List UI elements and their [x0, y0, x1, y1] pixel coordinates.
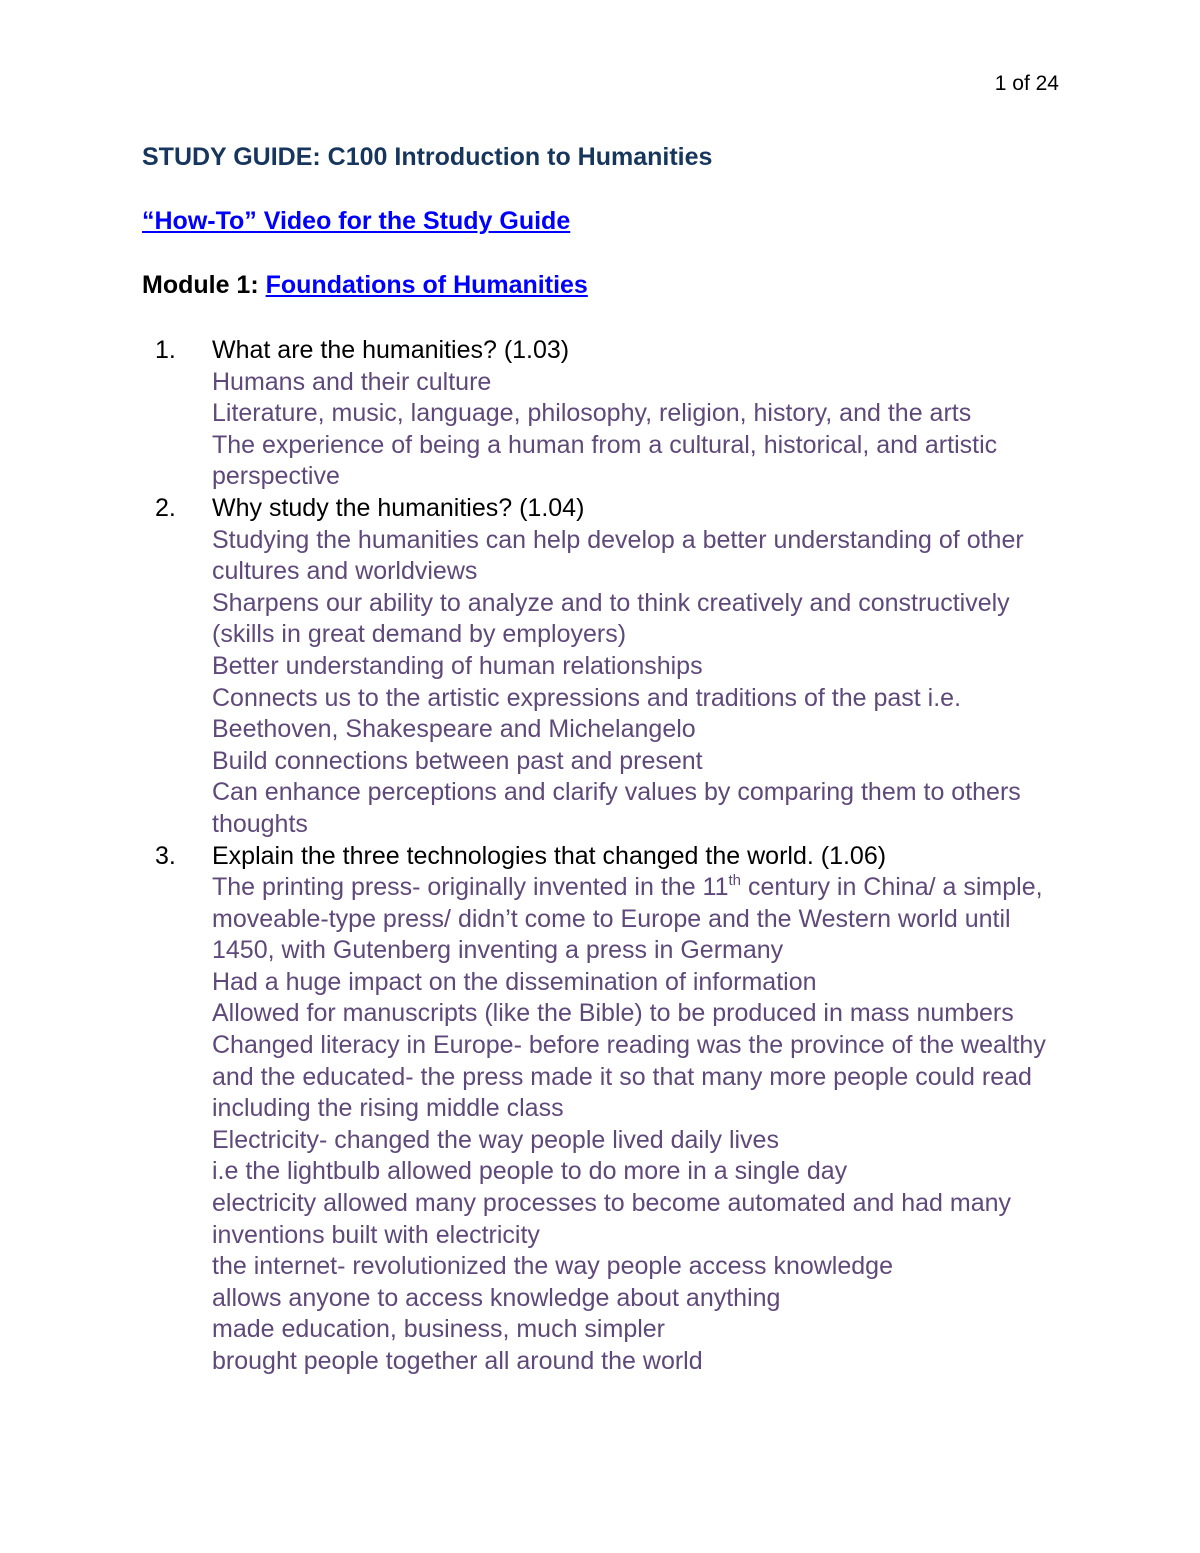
answer-line: Sharpens our ability to analyze and to think creatively and constructively (skills in great demand by employers)	[212, 588, 1010, 649]
answer-line: The experience of being a human from a cultural, historical, and artistic perspective	[212, 430, 998, 491]
ordinal-suffix: th	[728, 872, 742, 890]
page-number: 1 of 24	[994, 72, 1059, 95]
document-title: STUDY GUIDE: C100 Introduction to Humanities	[142, 143, 713, 171]
answer-line: i.e the lightbulb allowed people to do more in a single day	[212, 1157, 848, 1186]
answer-line: Changed literacy in Europe- before reading was the province of the wealthy and the educated- the press made it so that many more people could read including the rising middle class	[212, 1031, 1046, 1123]
answer-line-printing-press	[212, 872, 1070, 967]
question-item	[150, 841, 1070, 1378]
question-text: What are the humanities? (1.03)	[212, 336, 570, 364]
question-text: Explain the three technologies that changed the world. (1.06)	[212, 841, 887, 870]
answer-line: brought people together all around the world	[212, 1347, 703, 1375]
question-number: 2.	[155, 493, 176, 522]
answer-line: Electricity- changed the way people lived daily lives	[212, 1125, 779, 1154]
answer-text: century in China/ a simple, moveable-type press/ didn’t come to Europe and the Western world until 1450, with Gutenberg inventing a press in Germany	[212, 873, 1043, 965]
answer-line: the internet- revolutionized the way people access knowledge	[212, 1252, 893, 1281]
answer-text: The printing press- originally invented in the 11	[212, 873, 729, 902]
answer-line: Build connections between past and present	[212, 746, 703, 775]
module-label: Module 1:	[142, 271, 266, 299]
answer-line: Studying the humanities can help develop a better understanding of other cultures and worldviews	[212, 525, 1024, 586]
answer-line: Literature, music, language, philosophy, religion, history, and the arts	[212, 399, 972, 428]
question-number: 1.	[155, 336, 176, 364]
question-item	[150, 493, 1070, 841]
question-list	[150, 335, 1070, 1378]
question-item	[150, 335, 1070, 493]
answer-line: Allowed for manuscripts (like the Bible) to be produced in mass numbers	[212, 999, 1014, 1028]
module-link[interactable]: Foundations of Humanities	[265, 271, 588, 299]
answer-line: Better understanding of human relationships	[212, 651, 703, 680]
how-to-video-link[interactable]: “How-To” Video for the Study Guide	[142, 207, 571, 235]
answer-line: made education, business, much simpler	[212, 1315, 666, 1344]
answer-line: Humans and their culture	[212, 367, 492, 396]
answer-line: Can enhance perceptions and clarify values by comparing them to others thoughts	[212, 778, 1021, 838]
answer-line: electricity allowed many processes to become automated and had many inventions built with electricity	[212, 1189, 1012, 1249]
answer-line: Had a huge impact on the dissemination of information	[212, 967, 817, 996]
question-number: 3.	[155, 841, 176, 870]
answer-line: Connects us to the artistic expressions and traditions of the past i.e. Beethoven, Shakespeare and Michelangelo	[212, 683, 962, 744]
module-heading	[142, 270, 588, 300]
answer-line: allows anyone to access knowledge about anything	[212, 1283, 781, 1312]
question-text: Why study the humanities? (1.04)	[212, 493, 585, 522]
